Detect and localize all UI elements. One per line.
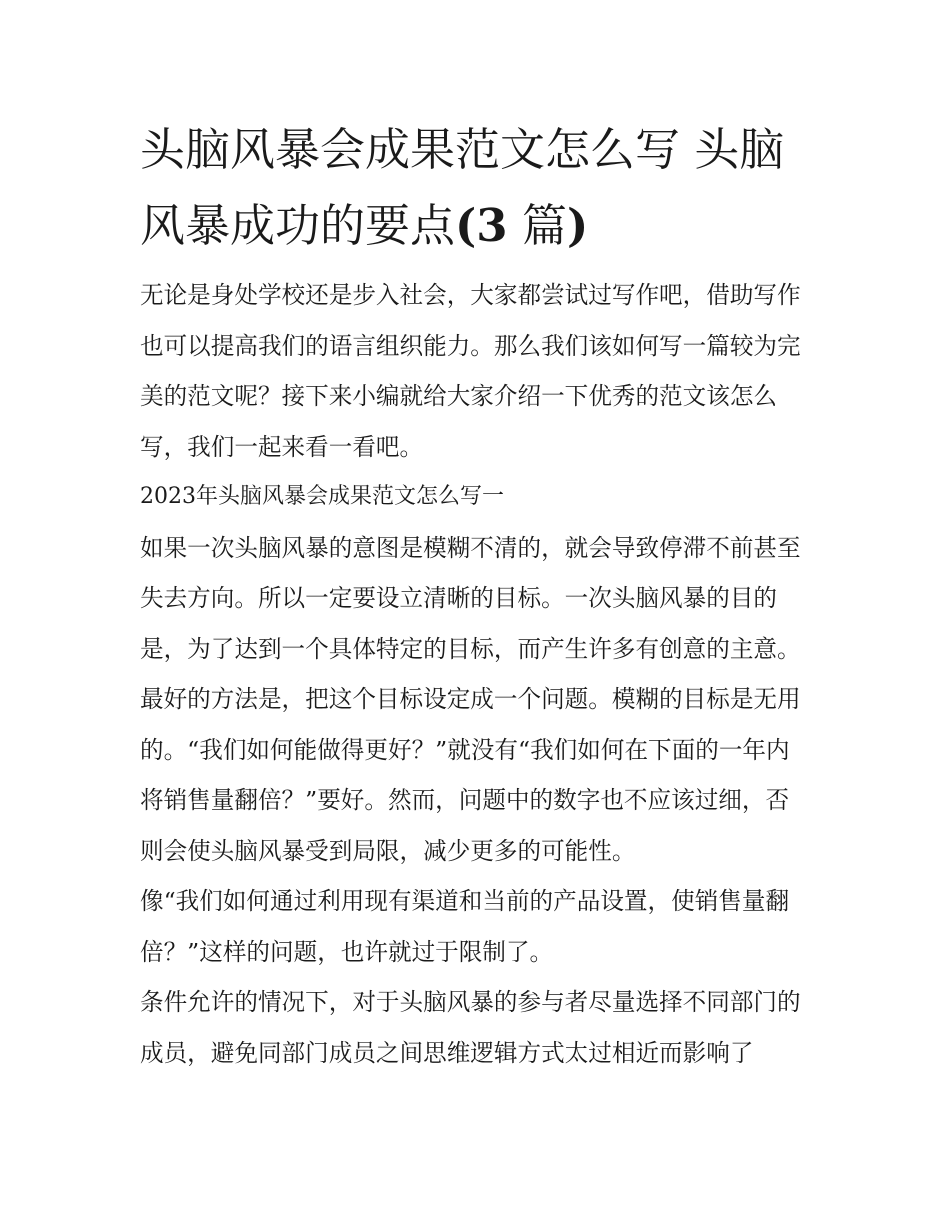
document-content <box>140 112 812 1078</box>
body-paragraph-1: 如果一次头脑风暴的意图是模糊不清的，就会导致停滞不前甚至失去方向。所以一定要设立清晰的目标。一次头脑风暴的目的是，为了达到一个具体特定的目标，而产生许多有创意的主意。最好的方法是，把这个目标设定成一个问题。模糊的目标是无用的。“我们如何能做得更好？”就没有“我们如何在下面的一年内将销售量翻倍？”要好。然而，问题中的数字也不应该过细，否则会使头脑风暴受到局限，减少更多的可能性。 <box>140 533 801 865</box>
title-count-unit: 篇 <box>521 199 567 252</box>
title-count-close: ) <box>566 199 589 252</box>
body-paragraph-2: 像“我们如何通过利用现有渠道和当前的产品设置，使销售量翻倍？”这样的问题，也许就过于限制了。 <box>140 887 790 966</box>
title-text: 头脑风暴会成果范文怎么写 头脑风暴成功的要点 <box>140 123 785 252</box>
document-title <box>140 112 812 264</box>
title-count-open: (3 <box>455 199 508 252</box>
body-paragraph-3: 条件允许的情况下，对于头脑风暴的参与者尽量选择不同部门的成员，避免同部门成员之间思维逻辑方式太过相近而影响了 <box>140 988 801 1067</box>
intro-paragraph: 无论是身处学校还是步入社会，大家都尝试过写作吧，借助写作也可以提高我们的语言组织能力。那么我们该如何写一篇较为完美的范文呢？接下来小编就给大家介绍一下优秀的范文该怎么写，我们一起来看一看吧。 <box>140 281 801 461</box>
section-heading: 2023年头脑风暴会成果范文怎么写一 <box>140 484 504 509</box>
